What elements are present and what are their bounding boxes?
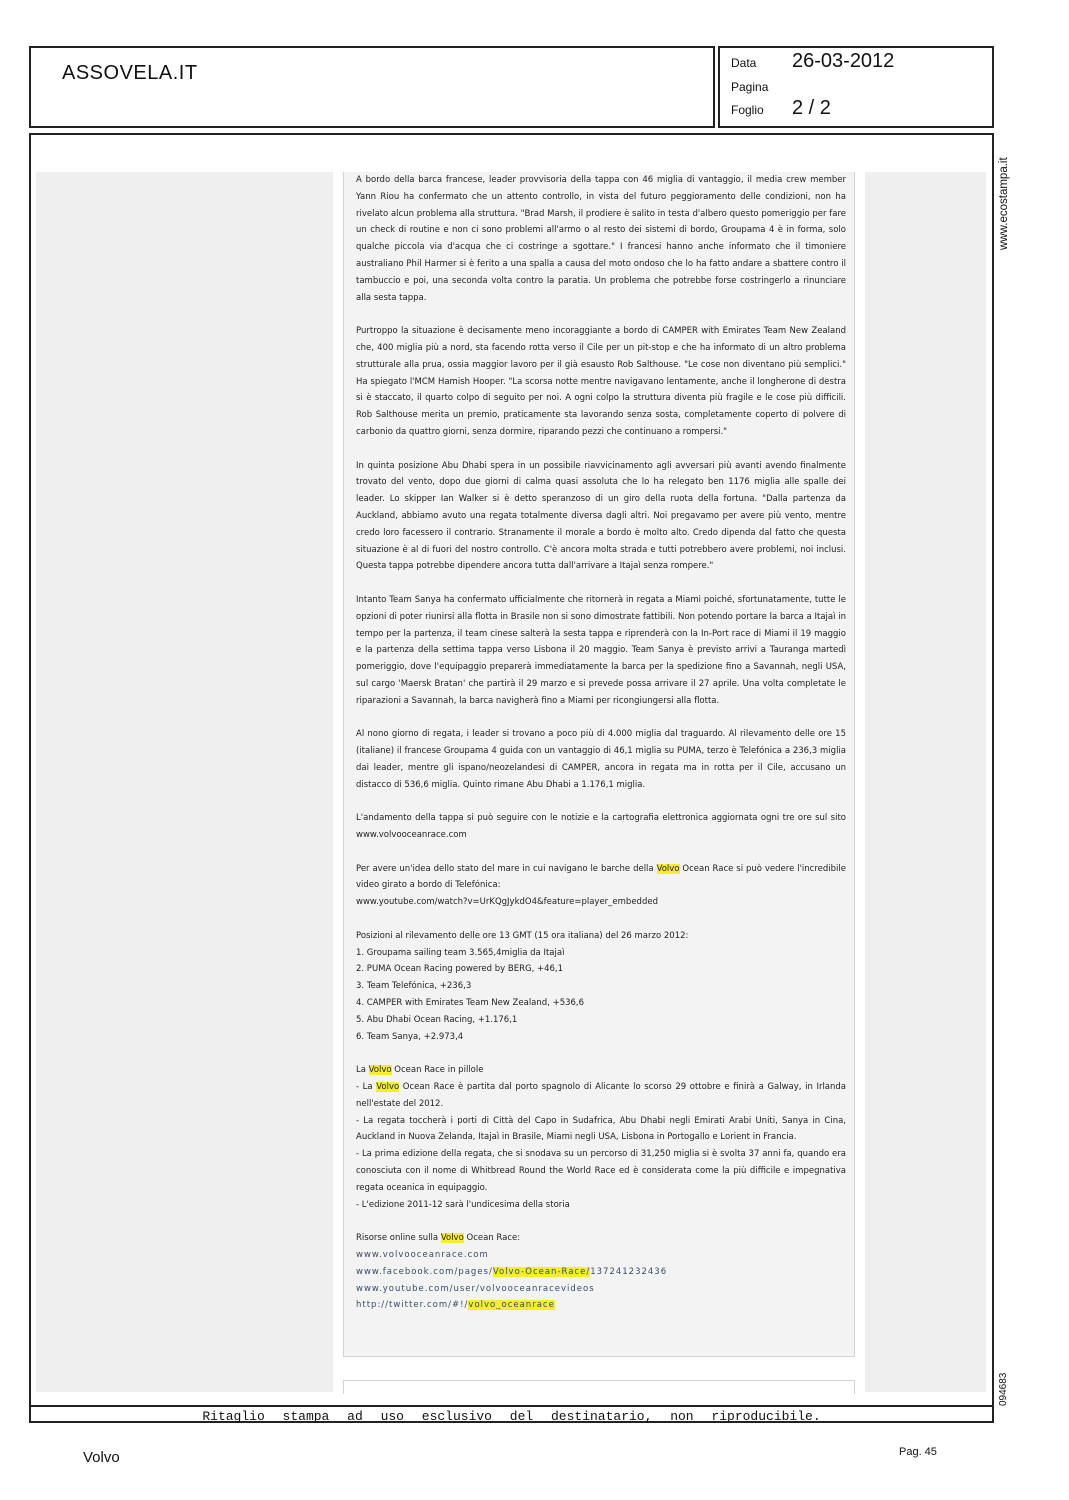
position-item: 4. CAMPER with Emirates Team New Zealand, +536,6	[356, 998, 585, 1009]
header-publication-box	[29, 46, 715, 128]
brand-label: Volvo	[83, 1449, 120, 1466]
paragraph-5: Al nono giorno di regata, i leader si trovano a poco più di 4.000 miglia dal traguardo. Al rilevamento delle ore 15 (italiane) il francese Groupama 4 guida con un vantaggio di 46,1 miglia su PUMA, terzo è Telefónica a 236,3 miglia dai leader, mentre gli ispano/neozelandesi di CAMPER, ancora in regata ma in rotta per il Cile, accusano un distacco di 536,6 miglia. Quinto rimane Abu Dhabi a 1.176,1 miglia.	[356, 729, 846, 790]
link-facebook[interactable]: www.facebook.com/pages/Volvo-Ocean-Race/137241232436	[356, 1266, 668, 1277]
pill-item: - La Volvo Ocean Race è partita dal porto spagnolo di Alicante lo scorso 29 ottobre e finirà a Galway, in Irlanda nell'estate del 2012.	[356, 1082, 847, 1109]
pill-item: - La prima edizione della regata, che si snodava su un percorso di 31,250 miglia si è svolta 37 anni fa, quando era conosciuta con il nome di Whitbread Round the World Race ed è considerata come la più difficile e impegnativa regata oceanica in equipaggio.	[356, 1149, 846, 1193]
pagina-label: Pagina	[731, 80, 769, 94]
footer-divider	[31, 1405, 992, 1407]
paragraph-2: Purtroppo la situazione è decisamente meno incoraggiante a bordo di CAMPER with Emirates Team New Zealand che, 400 miglia più a nord, sta facendo rotta verso il Cile per un pit-stop e che ha informato di un altro problema strutturale alla prua, ossia maggior lavoro per il già esausto Rob Salthouse. "Le cose non diventano più semplici." Ha spiegato l'MCM Hamish Hooper. "La scorsa notte mentre navigavano lentamente, anche il longherone di destra si è staccato, il quarto colpo di seguito per noi. A ogni colpo la struttura diventa più fragile e le cose più difficili. Rob Salthouse merita un premio, praticamente sta lavorando senza sosta, completamente coperto di polvere di carbonio da quattro giorni, senza dormire, riparando pezzi che continuano a rompersi."	[356, 326, 846, 437]
side-website: www.ecostampa.it	[998, 157, 1010, 250]
disclaimer-text: Ritaglio stampa ad uso esclusivo del destinatario, non riproducibile.	[202, 1409, 821, 1424]
data-label: Data	[731, 56, 757, 70]
paragraph-6: L'andamento della tappa si può seguire con le notizie e la cartografia elettronica aggiornata ogni tre ore sul sito www.volvooceanrace.com	[356, 813, 846, 841]
position-item: 3. Team Telefónica, +236,3	[356, 981, 472, 992]
publication-name: ASSOVELA.IT	[62, 62, 198, 84]
data-value: 26-03-2012	[792, 50, 895, 72]
video-url: www.youtube.com/watch?v=UrKQgJykdO4&feature=player_embedded	[356, 897, 658, 908]
paragraph-3: In quinta posizione Abu Dhabi spera in un possibile riavvicinamento agli avversari più avanti avendo finalmente trovato del vento, dopo due giorni di calma quasi assoluta che lo ha relegato ben 1176 miglia alle spalle dei leader. Lo skipper Ian Walker si è detto speranzoso di un giro della ruota della fortuna. "Dalla partenza da Auckland, abbiamo avuto una regata totalmente diversa dagli altri. Noi pregavamo per avere più vento, mentre credo loro facessero il contrario. Stranamente il morale a bordo è molto alto. Credo dipenda dal fatto che questa situazione è al di fuori del nostro controllo. C'è ancora molta strada e tutti potrebbero avere problemi, noi inclusi. Questa tappa potrebbe dipendere ancora tutta dall'arrivare a Itajaì senza rompere."	[356, 460, 846, 572]
highlight-volvo: Volvo	[376, 1082, 400, 1093]
link-twitter[interactable]: http://twitter.com/#!/volvo_oceanrace	[356, 1300, 555, 1311]
pill-item: - L'edizione 2011-12 sarà l'undicesima della storia	[356, 1199, 570, 1210]
foglio-value: 2 / 2	[792, 97, 831, 119]
foglio-label: Foglio	[731, 103, 764, 117]
position-item: 1. Groupama sailing team 3.565,4miglia da Itajaì	[356, 947, 565, 958]
paragraph-video: Per avere un'idea dello stato del mare in cui navigano le barche della Volvo Ocean Race si può vedere l'incredibile video girato a bordo di Telefónica: www.youtube.com/watch?v=UrKQgJykdO4&feature=player_embedded	[356, 861, 846, 911]
resources-title: Risorse online sulla Volvo Ocean Race:	[356, 1233, 521, 1244]
pill-item: - La regata toccherà i porti di Città del Capo in Sudafrica, Abu Dhabi negli Emirati Arabi Uniti, Sanya in Cina, Auckland in Nuova Zelanda, Itajaì in Brasile, Miami negli USA, Lisbona in Portogallo e Lorient in Francia.	[356, 1115, 846, 1143]
position-item: 6. Team Sanya, +2.973,4	[356, 1031, 464, 1042]
highlight-volvo: Volvo	[368, 1065, 392, 1076]
highlight-volvo: Volvo	[440, 1233, 464, 1244]
page-number: Pag. 45	[899, 1446, 937, 1458]
highlight-volvo: Volvo	[656, 863, 680, 874]
paragraph-4: Intanto Team Sanya ha confermato ufficialmente che ritornerà in regata a Miami poiché, sfortunatamente, tutte le opzioni di poter riunirsi alla flotta in Brasile non si sono dimostrate fattibili. Non potendo portare la barca a Itajaì in tempo per la partenza, il team cinese salterà la sesta tappa e riprenderà con la In-Port race di Miami il 19 maggio e la partenza della settima tappa verso Lisbona il 20 maggio. Team Sanya è previsto arrivi a Tauranga martedì pomeriggio, dove l'equipaggio preparerà immediatamente la barca per la spedizione fino a Savannah, negli USA, sul cargo 'Maersk Bratan' che partirà il 29 marzo e si prevede possa arrivare il 27 aprile. Una volta completate le riparazioni a Savannah, la barca navigherà fino a Miami per ricongiungersi alla flotta.	[356, 594, 846, 706]
side-code: 094683	[998, 1372, 1009, 1406]
pills-title: La Volvo Ocean Race in pillole	[356, 1065, 484, 1076]
link-youtube[interactable]: www.youtube.com/user/volvooceanracevideos	[356, 1283, 595, 1294]
position-item: 2. PUMA Ocean Racing powered by BERG, +46,1	[356, 964, 564, 975]
link-volvooceanrace[interactable]: www.volvooceanrace.com	[356, 1250, 489, 1260]
paragraph-1: A bordo della barca francese, leader provvisoria della tappa con 46 miglia di vantaggio, il media crew member Yann Riou ha confermato che un attento controllo, in vista del futuro peggioramento delle condizioni, non ha rivelato alcun problema alla struttura. "Brad Marsh, il prodiere è salito in testa d'albero questo pomeriggio per fare un check di routine e non ci sono problemi all'armo o al resto dei sistemi di bordo, Groupama 4 è in forma, solo qualche piccola via d'acqua che ci costringe a sgottare." I francesi hanno anche informato che il timoniere australiano Phil Harmer si è ferito a una spalla a causa del moto ondoso che lo ha fatto andare a sbattere contro il tambuccio e poi, una seconda volta contro la paratia. Un problema che potrebbe forse costringerlo a rinunciare alla sesta tappa.	[356, 175, 846, 303]
position-item: 5. Abu Dhabi Ocean Racing, +1.176,1	[356, 1014, 518, 1025]
clipping-frame	[29, 133, 994, 1423]
header-meta-box	[718, 46, 994, 128]
positions-title: Posizioni al rilevamento delle ore 13 GMT (15 ora italiana) del 26 marzo 2012:	[356, 930, 689, 941]
